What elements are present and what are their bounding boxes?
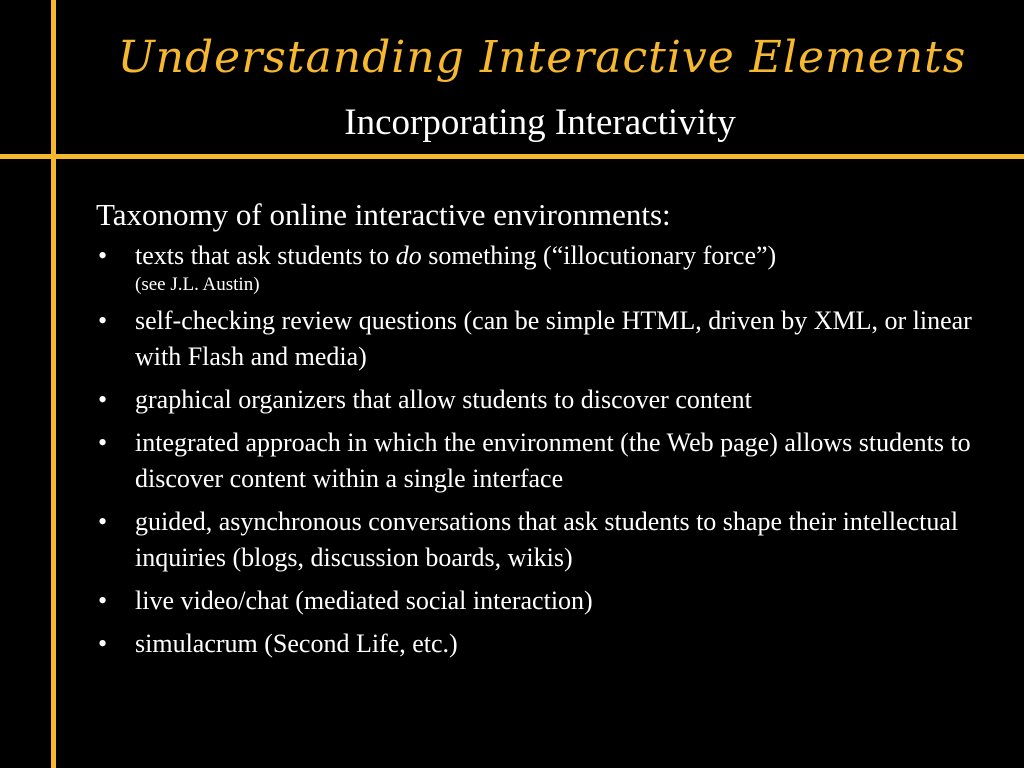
slide-body — [96, 196, 996, 669]
bullet-item — [96, 382, 996, 418]
bullet-text: texts that ask students to — [135, 241, 396, 270]
bullet-item — [96, 583, 996, 619]
bullet-item — [96, 425, 996, 497]
bullet-emphasis: do — [395, 241, 422, 270]
bullet-text: live video/chat (mediated social interaction) — [135, 586, 593, 615]
bullet-item — [96, 303, 996, 375]
horizontal-accent-rule — [0, 154, 1024, 159]
bullet-marker: • — [98, 241, 108, 270]
bullet-marker: • — [98, 306, 108, 335]
bullet-item — [96, 238, 996, 296]
bullet-text: integrated approach in which the environment (the Web page) allows students to discover content within a single interface — [135, 428, 971, 493]
bullet-text: simulacrum (Second Life, etc.) — [135, 629, 458, 658]
bullet-item — [96, 504, 996, 576]
slide-subtitle: Incorporating Interactivity — [344, 102, 736, 143]
bullet-marker: • — [98, 507, 108, 536]
slide-title: Understanding Interactive Elements — [117, 32, 967, 83]
bullet-marker: • — [98, 586, 108, 615]
bullet-marker: • — [98, 428, 108, 457]
bullet-item — [96, 626, 996, 662]
bullet-text: self-checking review questions (can be simple HTML, driven by XML, or linear with Flash and media) — [135, 306, 972, 371]
bullet-marker: • — [98, 629, 108, 658]
bullet-text: graphical organizers that allow students to discover content — [135, 385, 752, 414]
bullet-marker: • — [98, 385, 108, 414]
bullet-text: guided, asynchronous conversations that ask students to shape their intellectual inquiries (blogs, discussion boards, wikis) — [135, 507, 959, 572]
bullet-text: something (“illocutionary force”) — [421, 241, 777, 270]
body-lead-text: Taxonomy of online interactive environments: — [96, 197, 671, 232]
bullet-note: (see J.L. Austin) — [135, 274, 260, 295]
bullet-list — [96, 238, 996, 662]
